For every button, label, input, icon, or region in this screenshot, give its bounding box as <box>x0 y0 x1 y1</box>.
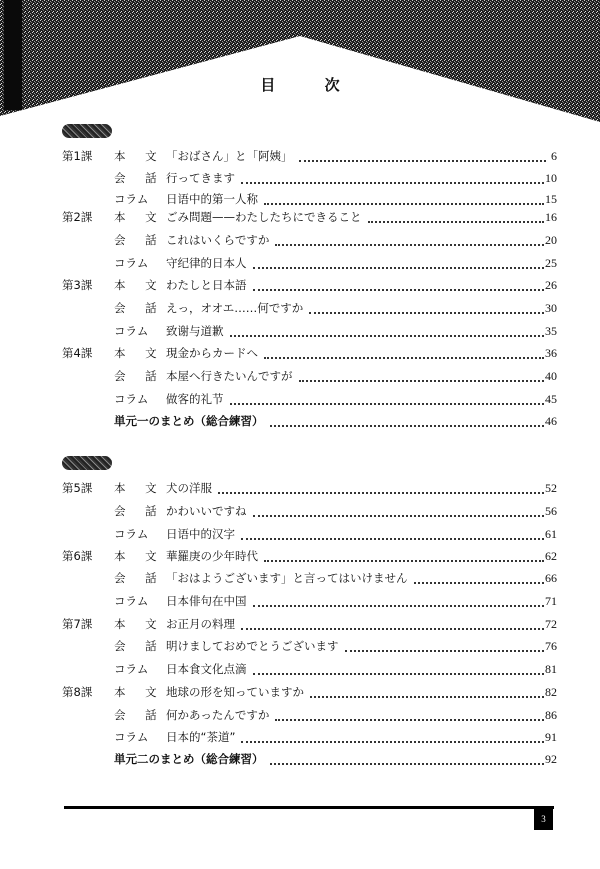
dot-leader <box>241 181 544 184</box>
dot-leader <box>414 581 545 584</box>
page-number: 56 <box>545 504 557 518</box>
toc-entry[interactable] <box>62 636 557 656</box>
toc-entry[interactable] <box>62 478 557 498</box>
page-number: 66 <box>545 571 557 585</box>
dot-leader <box>253 672 545 675</box>
entry-title: 日本食文化点滴 <box>166 662 247 676</box>
review-title: 単元二のまとめ（総合練習） <box>114 752 264 766</box>
entry-title: 本屋へ行きたいんですが <box>166 369 293 383</box>
toc-entry[interactable] <box>62 389 557 409</box>
entry-kind: 会 話 <box>114 171 165 185</box>
entry-kind: 本 文 <box>114 278 165 292</box>
page-number: 91 <box>545 730 557 744</box>
toc-entry[interactable] <box>62 568 557 588</box>
toc-entry[interactable] <box>62 321 557 341</box>
entry-kind: コラム <box>114 256 149 270</box>
entry-kind: 本 文 <box>114 210 165 224</box>
dot-leader <box>241 740 544 743</box>
review-title: 単元一のまとめ（総合練習） <box>114 414 264 428</box>
page-number: 35 <box>545 324 557 338</box>
page-number: 92 <box>545 752 557 766</box>
entry-title: 守纪律的日本人 <box>166 256 247 270</box>
entry-kind: コラム <box>114 662 149 676</box>
dot-leader <box>253 288 545 291</box>
page-number: 72 <box>545 617 557 631</box>
footer-rule <box>64 806 554 809</box>
page-number: 52 <box>545 481 557 495</box>
unit-badge <box>62 456 112 470</box>
dot-leader <box>270 762 545 765</box>
toc-review-entry[interactable] <box>62 411 557 431</box>
dot-leader <box>310 695 544 698</box>
lesson-label: 第7課 <box>62 617 93 631</box>
entry-kind: 本 文 <box>114 549 165 563</box>
toc-entry[interactable] <box>62 275 557 295</box>
toc-review-entry[interactable] <box>62 749 557 769</box>
lesson-label: 第8課 <box>62 685 93 699</box>
toc-entry[interactable] <box>62 501 557 521</box>
lesson-label: 第1課 <box>62 149 93 163</box>
toc-entry[interactable] <box>62 253 557 273</box>
toc-entry[interactable] <box>62 230 557 250</box>
entry-title: 現金からカードへ <box>166 346 258 360</box>
dot-leader <box>241 537 544 540</box>
page-number: 46 <box>545 414 557 428</box>
entry-kind: 本 文 <box>114 481 165 495</box>
page-number: 40 <box>545 369 557 383</box>
entry-title: 地球の形を知っていますか <box>166 685 304 699</box>
entry-title: 日本俳句在中国 <box>166 594 247 608</box>
toc-entry[interactable] <box>62 614 557 634</box>
dot-leader <box>345 649 545 652</box>
entry-title: ごみ問題——わたしたちにできること <box>166 210 362 224</box>
dot-leader <box>230 334 545 337</box>
page-number-box: 3 <box>534 809 553 830</box>
entry-kind: コラム <box>114 392 149 406</box>
page-number: 10 <box>545 171 557 185</box>
toc-entry[interactable] <box>62 524 557 544</box>
title-char-1: 目 <box>260 76 276 94</box>
page-number: 61 <box>545 527 557 541</box>
entry-kind: 会 話 <box>114 708 165 722</box>
entry-title: 「おばさん」と「阿姨」 <box>166 149 293 163</box>
lesson-label: 第3課 <box>62 278 93 292</box>
page-number: 36 <box>545 346 557 360</box>
entry-title: えっ，オオエ……何ですか <box>166 301 304 315</box>
entry-title: かわいいですね <box>166 504 247 518</box>
page-number: 76 <box>545 639 557 653</box>
toc-entry[interactable] <box>62 682 557 702</box>
dot-leader <box>270 424 545 427</box>
page-number: 86 <box>545 708 557 722</box>
page-number: 25 <box>545 256 557 270</box>
page-title <box>0 74 600 95</box>
entry-kind: コラム <box>114 324 149 338</box>
unit-badge <box>62 124 112 138</box>
entry-title: 何かあったんですか <box>166 708 270 722</box>
header-banner <box>0 0 600 125</box>
dot-leader <box>230 402 545 405</box>
entry-title: 日语中的第一人称 <box>166 192 258 206</box>
entry-title: わたしと日本語 <box>166 278 247 292</box>
entry-kind: コラム <box>114 594 149 608</box>
toc-entry[interactable] <box>62 546 557 566</box>
entry-kind: 会 話 <box>114 233 165 247</box>
entry-kind: コラム <box>114 192 149 206</box>
title-char-2: 次 <box>324 76 340 94</box>
entry-title: 日语中的汉字 <box>166 527 235 541</box>
entry-kind: 会 話 <box>114 639 165 653</box>
lesson-label: 第5課 <box>62 481 93 495</box>
page-number: 15 <box>545 192 557 206</box>
toc-entry[interactable] <box>62 591 557 611</box>
lesson-label: 第6課 <box>62 549 93 563</box>
entry-title: 明けましておめでとうございます <box>166 639 339 653</box>
entry-kind: 会 話 <box>114 369 165 383</box>
toc-entry[interactable] <box>62 168 557 188</box>
page-number: 81 <box>545 662 557 676</box>
page-number: 45 <box>545 392 557 406</box>
page-number: 16 <box>545 210 557 224</box>
dot-leader <box>253 266 545 269</box>
entry-kind: 本 文 <box>114 685 165 699</box>
entry-kind: コラム <box>114 527 149 541</box>
dot-leader <box>253 514 545 517</box>
entry-title: 「おはようございます」と言ってはいけません <box>166 571 408 585</box>
page-number: 26 <box>545 278 557 292</box>
entry-title: これはいくらですか <box>166 233 270 247</box>
lesson-label: 第4課 <box>62 346 93 360</box>
page-number: 6 <box>551 149 557 163</box>
dot-leader <box>241 627 544 630</box>
toc-entry[interactable] <box>62 207 557 227</box>
dot-leader <box>264 559 544 562</box>
entry-title: 致谢与道歉 <box>166 324 224 338</box>
entry-title: 日本的“茶道” <box>166 730 236 744</box>
dot-leader <box>299 159 547 162</box>
entry-title: 犬の洋服 <box>166 481 212 495</box>
entry-title: 華羅庚の少年時代 <box>166 549 258 563</box>
entry-kind: 本 文 <box>114 346 165 360</box>
page-number: 62 <box>545 549 557 563</box>
lesson-label: 第2課 <box>62 210 93 224</box>
toc-entry[interactable] <box>62 659 557 679</box>
dot-leader <box>275 243 544 246</box>
page-number: 71 <box>545 594 557 608</box>
entry-title: 做客的礼节 <box>166 392 224 406</box>
toc-entry[interactable] <box>62 189 557 209</box>
dot-leader <box>264 202 544 205</box>
page-number: 30 <box>545 301 557 315</box>
dot-leader <box>253 604 545 607</box>
entry-kind: 会 話 <box>114 301 165 315</box>
toc-entry[interactable] <box>62 727 557 747</box>
dot-leader <box>275 718 544 721</box>
toc-entry[interactable] <box>62 705 557 725</box>
entry-title: お正月の料理 <box>166 617 235 631</box>
entry-kind: 会 話 <box>114 571 165 585</box>
entry-kind: 本 文 <box>114 149 165 163</box>
page-number: 82 <box>545 685 557 699</box>
page-number: 20 <box>545 233 557 247</box>
toc-entry[interactable] <box>62 343 557 363</box>
dot-leader <box>368 220 545 223</box>
toc-entry[interactable] <box>62 366 557 386</box>
dot-leader <box>309 311 544 314</box>
toc-entry[interactable] <box>62 146 557 166</box>
dot-leader <box>299 379 545 382</box>
dot-leader <box>264 356 544 359</box>
entry-title: 行ってきます <box>166 171 235 185</box>
dot-leader <box>218 491 544 494</box>
entry-kind: コラム <box>114 730 149 744</box>
entry-kind: 会 話 <box>114 504 165 518</box>
toc-entry[interactable] <box>62 298 557 318</box>
entry-kind: 本 文 <box>114 617 165 631</box>
